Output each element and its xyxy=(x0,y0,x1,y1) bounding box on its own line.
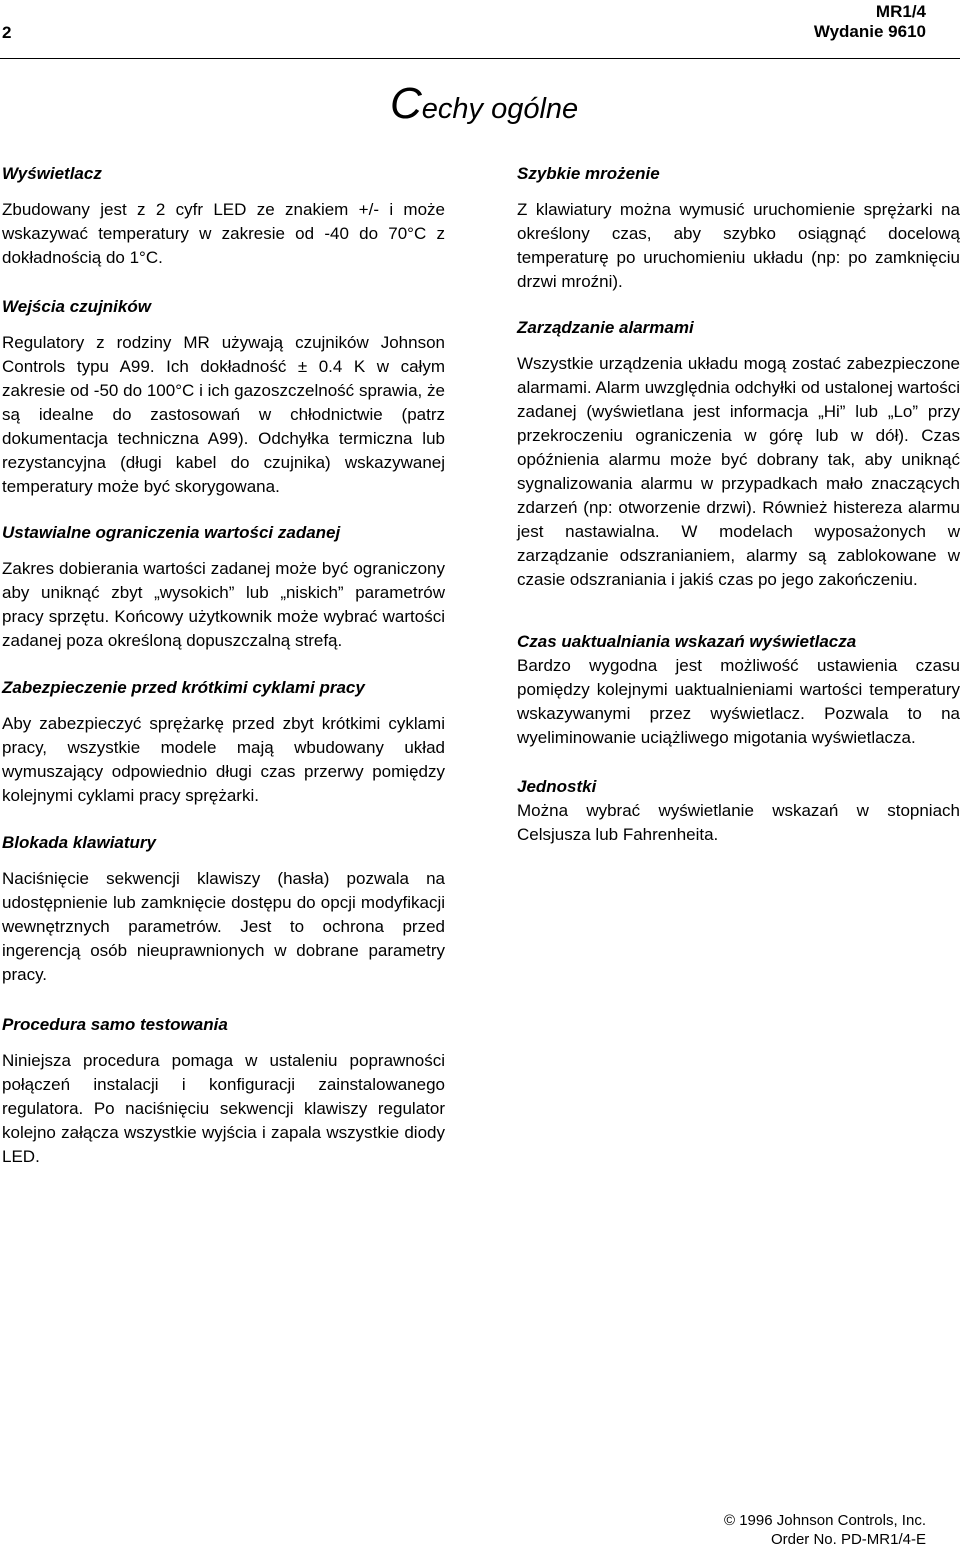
header-divider xyxy=(0,58,960,59)
section-body-display: Zbudowany jest z 2 cyfr LED ze znakiem +/- i może wskazywać temperatury w zakresie od -40 do 70°C z dokładnością do 1°C. xyxy=(2,200,445,267)
page-number: 2 xyxy=(2,23,12,42)
section-body-short-cycle: Aby zabezpieczyć sprężarkę przed zbyt krótkimi cyklami pracy, wszystkie modele mają wbudowany układ wymuszający odpowiednio długi czas przerwy pomiędzy kolejnymi cyklami pracy sprężarki. xyxy=(2,714,445,805)
document-header xyxy=(814,2,926,42)
section-heading-alarm-management: Zarządzanie alarmami xyxy=(517,318,694,337)
doc-code: MR1/4 xyxy=(875,2,926,21)
section-heading-display-refresh: Czas uaktualniania wskazań wyświetlacza xyxy=(517,632,857,651)
section-heading-display: Wyświetlacz xyxy=(2,164,102,183)
order-number: Order No. PD-MR1/4-E xyxy=(770,1531,926,1548)
section-heading-short-cycle: Zabezpieczenie przed krótkimi cyklami pracy xyxy=(2,678,365,697)
right-column xyxy=(517,162,960,847)
section-body-sensor-inputs: Regulatory z rodziny MR używają czujników Johnson Controls typu A99. Ich dokładność ± 0.4 K w całym zakresie od -50 do 100°C i ich gazoszczelność sprawia, że są idealne do zastosowań w chłodnictwie (patrz dokumentacja techniczna A99). Odchyłka termiczna lub rezystancyjna (długi kabel do czujnika) wskazywanej temperatury może być skorygowana. xyxy=(2,333,445,496)
section-body-units: Można wybrać wyświetlanie wskazań w stopniach Celsjusza lub Fahrenheita. xyxy=(517,801,960,844)
section-heading-units: Jednostki xyxy=(517,777,597,796)
section-heading-self-test: Procedura samo testowania xyxy=(2,1015,228,1034)
title-rest: echy ogólne xyxy=(421,93,579,125)
title-initial: C xyxy=(390,79,422,128)
section-heading-sensor-inputs: Wejścia czujników xyxy=(2,297,151,316)
section-body-alarm-management: Wszystkie urządzenia układu mogą zostać zabezpieczone alarmami. Alarm uwzględnia odchyłki od ustalonej wartości zadanej (wyświetlana jest informacja „Hi” lub „Lo” przy przekroczeniu ograniczenia w górę lub w dół). Czas opóźnienia alarmu może być dobrany tak, aby uniknąć sygnalizowania alarmu w przypadkach mało znaczących zdarzeń (np: otworzenie drzwi). Również histereza alarmu jest nastawialna. W modelach wyposażonych w zarządzanie odszranianiem, alarmy są zablokowane w czasie odszraniania i jakiś czas po jego zakończeniu. xyxy=(517,354,960,589)
section-heading-keypad-lock: Blokada klawiatury xyxy=(2,833,157,852)
page-title xyxy=(390,79,579,128)
section-body-fast-freeze: Z klawiatury można wymusić uruchomienie sprężarki na określony czas, aby szybko osiągnąć docelową temperaturę po uruchomieniu układu (np: po zamknięciu drzwi mroźni). xyxy=(517,200,960,291)
edition: Wydanie 9610 xyxy=(813,22,926,41)
section-body-self-test: Niniejsza procedura pomaga w ustaleniu poprawności połączeń instalacji i konfiguracji zainstalowanego regulatora. Po naciśnięciu sekwencji klawiszy regulator kolejno załącza wszystkie wyjścia i zapala wszystkie diody LED. xyxy=(2,1051,445,1166)
copyright: © 1996 Johnson Controls, Inc. xyxy=(723,1512,926,1529)
section-body-keypad-lock: Naciśnięcie sekwencji klawiszy (hasła) pozwala na udostępnienie lub zamknięcie dostępu do opcji modyfikacji wewnętrznych parametrów. Jest to ochrona przed ingerencją osób nieuprawnionych w dobrane parametry pracy. xyxy=(2,869,445,984)
left-column xyxy=(2,162,445,1169)
section-body-setpoint-limits: Zakres dobierania wartości zadanej może być ograniczony aby uniknąć zbyt „wysokich” lub „niskich” parametrów pracy sprzętu. Końcowy użytkownik może wybrać wartości zadanej poza określoną dopuszczalną strefą. xyxy=(2,559,445,650)
footer xyxy=(724,1511,926,1549)
section-heading-fast-freeze: Szybkie mrożenie xyxy=(517,164,660,183)
section-body-display-refresh: Bardzo wygodna jest możliwość ustawienia czasu pomiędzy kolejnymi uaktualnieniami wartości temperatury wskazywanymi przez wyświetlacz. Pozwala to na wyeliminowanie uciążliwego migotania wyświetlacza. xyxy=(517,656,960,747)
section-heading-setpoint-limits: Ustawialne ograniczenia wartości zadanej xyxy=(2,523,341,542)
